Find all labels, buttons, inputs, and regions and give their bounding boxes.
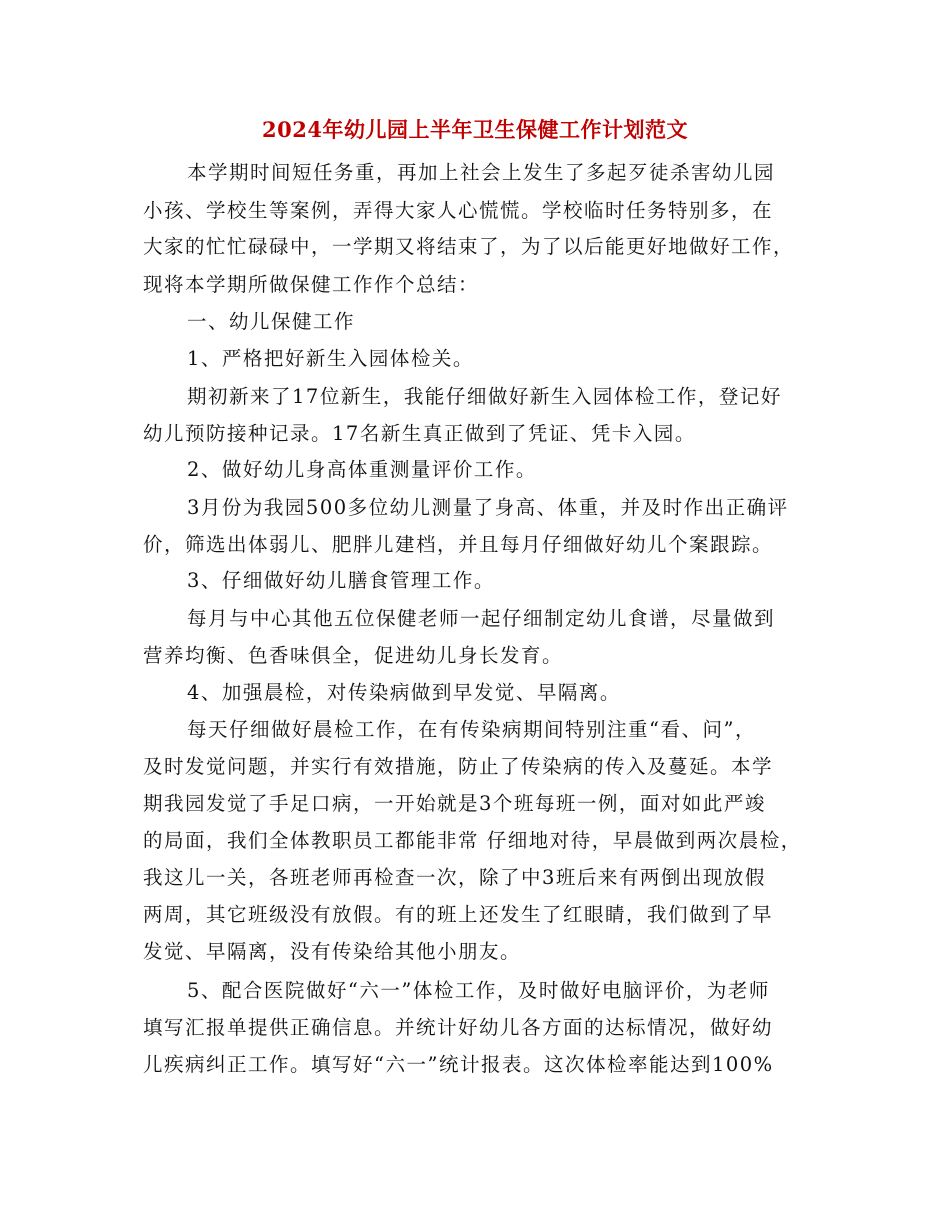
text-line: 每月与中心其他五位保健老师一起仔细制定幼儿食谱，尽量做到	[187, 607, 776, 630]
subsection-heading: 5、配合医院做好“六一”体检工作，及时做好电脑评价，为老师	[187, 979, 770, 1002]
subsection-heading: 4、加强晨检，对传染病做到早发觉、早隔离。	[187, 681, 621, 704]
text-line: 本学期时间短任务重，再加上社会上发生了多起歹徒杀害幼儿园	[187, 161, 776, 184]
text-line: 现将本学期所做保健工作作个总结：	[143, 273, 480, 296]
text-line: 期我园发觉了手足口病，一开始就是3个班每班一例，面对如此严竣	[143, 792, 766, 815]
text-line: 我这儿一关，各班老师再检查一次，除了中3班后来有两倒出现放假	[143, 866, 766, 889]
text-line: 的局面，我们全体教职员工都能非常 仔细地对待，早晨做到两次晨检，	[143, 829, 802, 852]
text-line: 儿疾病纠正工作。填写好“六一”统计报表。这次体检率能达到100%	[143, 1053, 774, 1076]
section-heading: 一、幼儿保健工作	[187, 310, 356, 333]
text-line: 营养均衡、色香味俱全，促进幼儿身长发育。	[143, 644, 564, 667]
text-line: 价，筛选出体弱儿、肥胖儿建档，并且每月仔细做好幼儿个案跟踪。	[143, 533, 774, 556]
text-line: 小孩、学校生等案例，弄得大家人心慌慌。学校临时任务特别多，在	[143, 199, 774, 222]
text-line: 期初新来了17位新生，我能仔细做好新生入园体检工作，登记好	[187, 385, 782, 408]
text-line: 幼儿预防接种记录。17名新生真正做到了凭证、凭卡入园。	[143, 422, 696, 445]
subsection-heading: 2、做好幼儿身高体重测量评价工作。	[187, 458, 537, 481]
text-line: 发觉、早隔离，没有传染给其他小朋友。	[143, 940, 522, 963]
text-line: 3月份为我园500多位幼儿测量了身高、体重，并及时作出正确评	[187, 496, 789, 519]
document-title: 2024年幼儿园上半年卫生保健工作计划范文	[262, 117, 688, 142]
text-line: 每天仔细做好晨检工作，在有传染病期间特别注重“看、问”，	[187, 718, 756, 741]
text-line: 及时发觉问题，并实行有效措施，防止了传染病的传入及蔓延。本学	[143, 755, 774, 778]
text-line: 大家的忙忙碌碌中，一学期又将结束了，为了以后能更好地做好工作，	[143, 235, 795, 258]
subsection-heading: 3、仔细做好幼儿膳食管理工作。	[187, 569, 495, 592]
text-line: 两周，其它班级没有放假。有的班上还发生了红眼睛，我们做到了早	[143, 903, 774, 926]
text-line: 填写汇报单提供正确信息。并统计好幼儿各方面的达标情况，做好幼	[143, 1016, 774, 1039]
subsection-heading: 1、严格把好新生入园体检关。	[187, 347, 474, 370]
